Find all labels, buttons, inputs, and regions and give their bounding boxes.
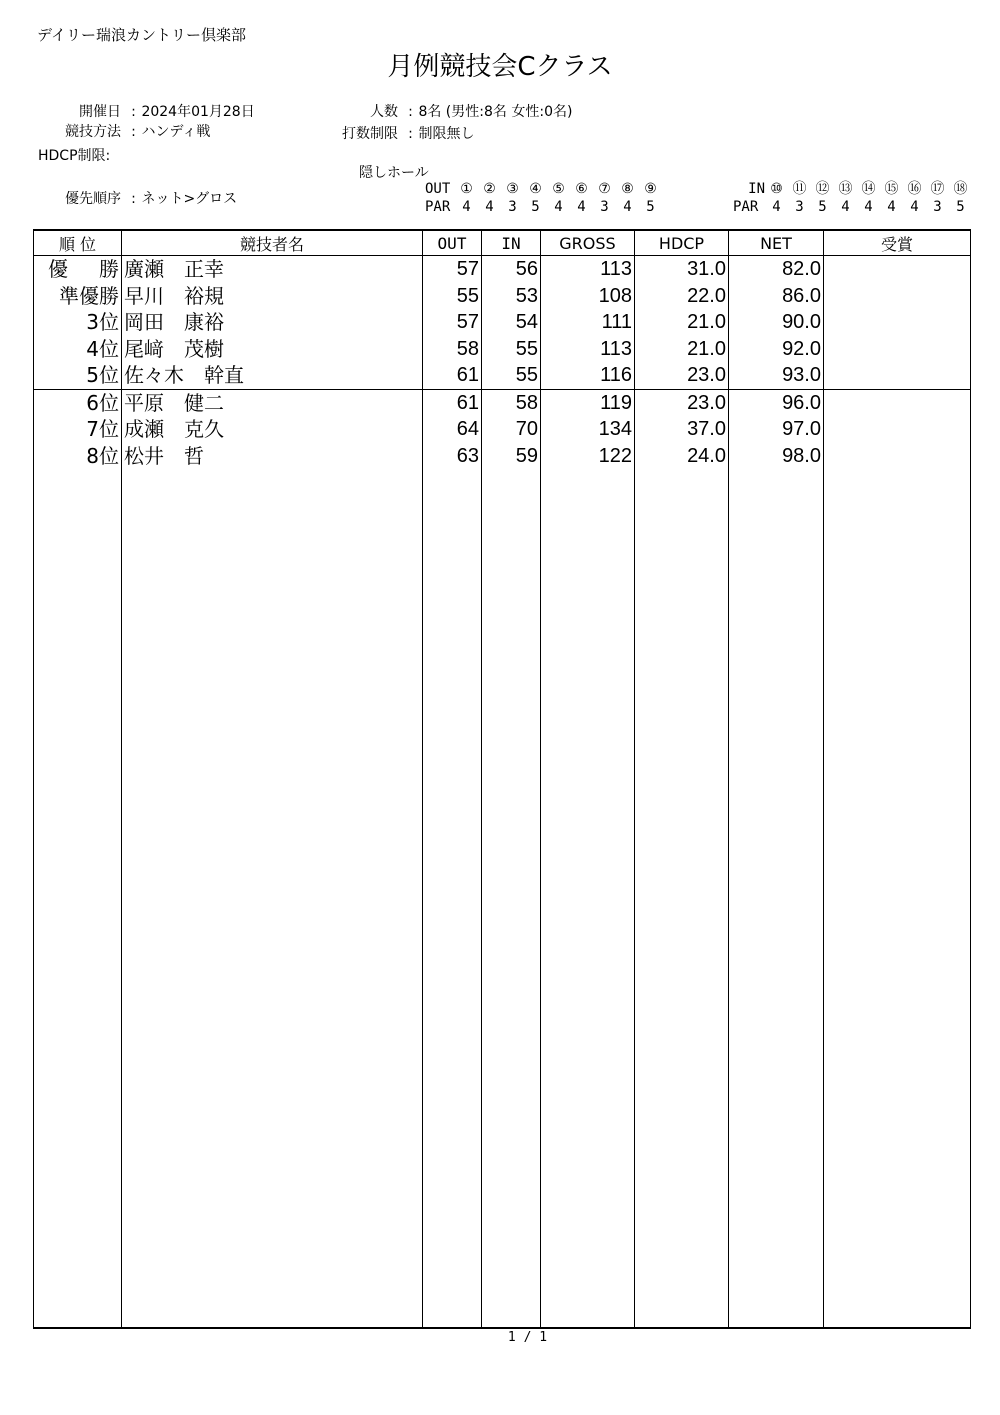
hdcp-cell: 37.0 [635,416,729,443]
award-cell [824,416,971,443]
hole-number: ② [483,181,496,197]
column-header-rank: 順 位 [34,230,122,256]
rank-cell: 3位 [34,309,122,336]
gross-cell: 111 [541,309,635,336]
priority-value: ネット>グロス [141,191,238,207]
rank-cell: 優 勝 [34,256,122,283]
out-cell: 61 [423,362,482,389]
hole-number: ⑩ [770,181,783,197]
stroke-limit-value: 制限無し [418,126,475,142]
net-cell: 90.0 [729,309,824,336]
hole-number: ⑥ [575,181,588,197]
name-cell: 廣瀬 正幸 [122,256,423,283]
club-name: デイリー瑞浪カントリー倶楽部 [37,26,246,44]
table-row [34,336,971,363]
table-row [34,443,971,470]
table-row [34,389,971,416]
in-cell: 56 [482,256,541,283]
gross-cell: 134 [541,416,635,443]
hole-number: ⑨ [644,181,657,197]
hole-number: ⑬ [838,181,853,197]
hole-par: 4 [864,199,873,215]
in-cell: 55 [482,336,541,363]
hole-par: 4 [485,199,494,215]
participants-row [310,101,572,121]
hole-number: ⑪ [792,181,807,197]
in-pars-row [733,198,972,216]
hole-par: 5 [956,199,965,215]
hole-number: ④ [529,181,542,197]
rank-cell: 4位 [34,336,122,363]
hole-number: ⑰ [930,181,945,197]
name-cell: 尾﨑 茂樹 [122,336,423,363]
rank-cell: 6位 [34,389,122,416]
net-cell: 86.0 [729,283,824,310]
name-cell: 平原 健二 [122,389,423,416]
hole-par: 4 [910,199,919,215]
column-header-gross: GROSS [541,230,635,256]
in-cell: 55 [482,362,541,389]
out-cell: 57 [423,309,482,336]
in-cell: 58 [482,389,541,416]
net-cell: 98.0 [729,443,824,470]
name-cell: 佐々木 幹直 [122,362,423,389]
hole-par: 3 [600,199,609,215]
gross-cell: 122 [541,443,635,470]
page-title: 月例競技会Cクラス [387,52,613,82]
hole-par: 3 [795,199,804,215]
method-value: ハンディ戦 [141,124,211,140]
hdcp-limit: HDCP制限: [38,148,111,164]
hdcp-cell: 23.0 [635,362,729,389]
in-cell: 70 [482,416,541,443]
column-header-net: NET [729,230,824,256]
hole-number: ⑫ [815,181,830,197]
out-cell: 58 [423,336,482,363]
out-label: OUT [425,181,451,197]
hole-number: ⑯ [907,181,922,197]
table-row [34,309,971,336]
in-holes-row [733,180,972,198]
column-header-hdcp: HDCP [635,230,729,256]
par-label: PAR [425,199,451,215]
hole-number: ⑤ [552,181,565,197]
award-cell [824,283,971,310]
name-cell: 成瀬 克久 [122,416,423,443]
award-cell [824,336,971,363]
net-cell: 93.0 [729,362,824,389]
hole-par: 3 [933,199,942,215]
table-row [34,416,971,443]
hdcp-cell: 24.0 [635,443,729,470]
hdcp-cell: 23.0 [635,389,729,416]
hole-par: 4 [462,199,471,215]
page-indicator: 1 / 1 [507,1330,548,1345]
hole-par: 5 [531,199,540,215]
hdcp-cell: 22.0 [635,283,729,310]
name-cell: 早川 裕規 [122,283,423,310]
hole-par: 4 [554,199,563,215]
colon: : [408,104,413,120]
hole-number: ⑧ [621,181,634,197]
table-row [34,283,971,310]
net-cell: 97.0 [729,416,824,443]
table-header-row [34,230,971,256]
colon: : [408,126,413,142]
results-table [33,229,971,1329]
gross-cell: 113 [541,256,635,283]
in-cell: 54 [482,309,541,336]
par-label: PAR [733,199,759,215]
hdcp-cell: 21.0 [635,309,729,336]
out-holes-row [425,180,662,198]
hidden-holes-label: 隠しホール [359,165,429,181]
out-cell: 61 [423,389,482,416]
out-cell: 57 [423,256,482,283]
date-value: 2024年01月28日 [141,104,255,120]
in-cell: 53 [482,283,541,310]
hole-number: ⑭ [861,181,876,197]
date-row [20,101,255,121]
hdcp-cell: 31.0 [635,256,729,283]
table-empty-area [34,469,971,1328]
column-header-name: 競技者名 [122,230,423,256]
out-pars-row [425,198,662,216]
rank-cell: 5位 [34,362,122,389]
out-cell: 63 [423,443,482,470]
table-row [34,256,971,283]
participants-label: 人数 [370,104,398,120]
rank-cell: 準優勝 [34,283,122,310]
name-cell: 松井 哲 [122,443,423,470]
participants-value: 8名 (男性:8名 女性:0名) [418,104,573,120]
in-cell: 59 [482,443,541,470]
hole-number: ③ [506,181,519,197]
out-cell: 64 [423,416,482,443]
in-label: IN [748,181,765,197]
rank-cell: 8位 [34,443,122,470]
hole-number: ⑮ [884,181,899,197]
gross-cell: 113 [541,336,635,363]
date-label: 開催日 [79,104,121,120]
method-label: 競技方法 [65,124,121,140]
gross-cell: 119 [541,389,635,416]
colon: : [131,191,136,207]
hole-par: 4 [623,199,632,215]
net-cell: 96.0 [729,389,824,416]
out-cell: 55 [423,283,482,310]
award-cell [824,443,971,470]
priority-label: 優先順序 [65,191,121,207]
net-cell: 82.0 [729,256,824,283]
stroke-limit-row [310,123,474,143]
hole-par: 5 [818,199,827,215]
name-cell: 岡田 康裕 [122,309,423,336]
stroke-limit-label: 打数制限 [342,126,398,142]
hole-par: 5 [646,199,655,215]
rank-cell: 7位 [34,416,122,443]
hole-par: 4 [841,199,850,215]
column-header-award: 受賞 [824,230,971,256]
hole-par: 4 [577,199,586,215]
award-cell [824,362,971,389]
hdcp-cell: 21.0 [635,336,729,363]
hole-par: 4 [772,199,781,215]
award-cell [824,256,971,283]
colon: : [131,104,136,120]
column-header-out: OUT [423,230,482,256]
hole-number: ① [460,181,473,197]
award-cell [824,389,971,416]
column-header-in: IN [482,230,541,256]
gross-cell: 116 [541,362,635,389]
hole-par: 4 [887,199,896,215]
table-row [34,362,971,389]
award-cell [824,309,971,336]
priority-row [20,188,237,208]
hole-number: ⑦ [598,181,611,197]
colon: : [131,124,136,140]
method-row [20,121,210,141]
net-cell: 92.0 [729,336,824,363]
hole-par: 3 [508,199,517,215]
gross-cell: 108 [541,283,635,310]
hole-number: ⑱ [953,181,968,197]
